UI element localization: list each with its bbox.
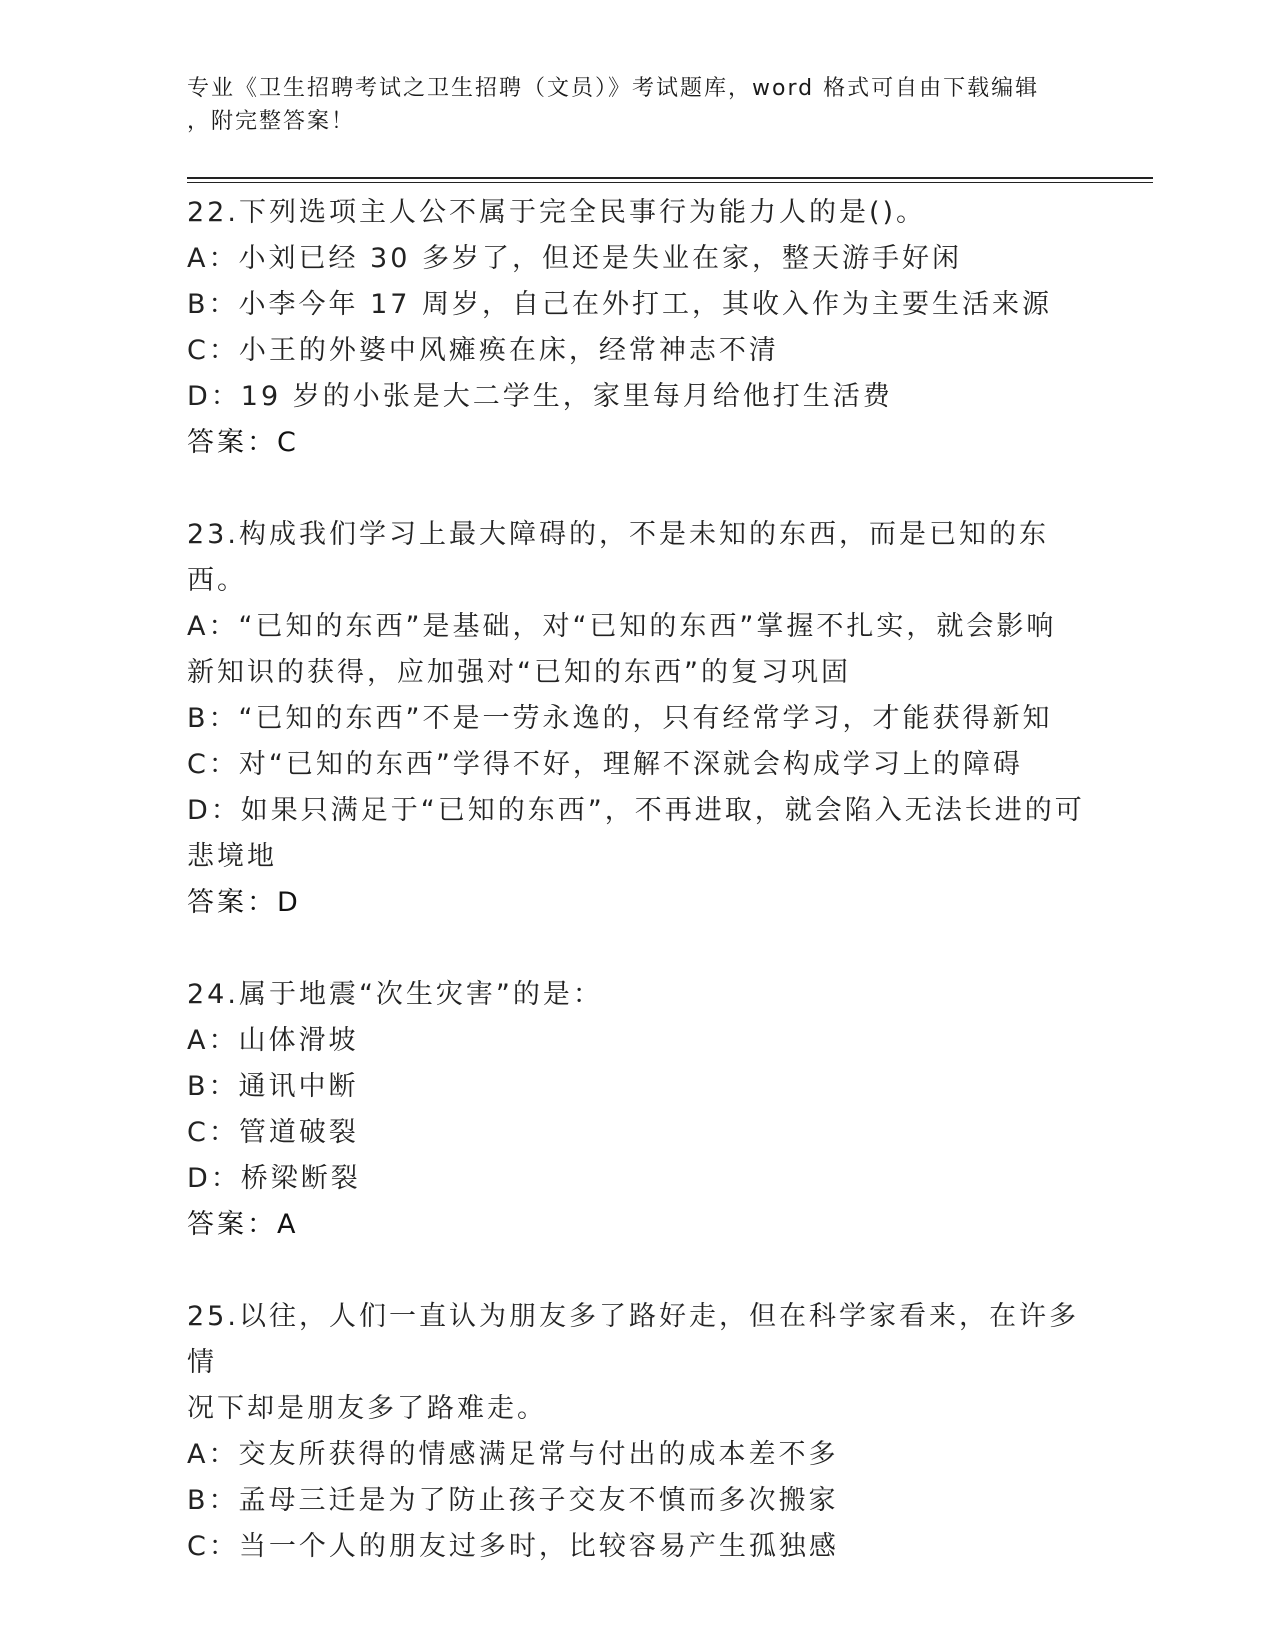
option-d-continued: 悲境地	[187, 841, 277, 872]
option-b: B：“已知的东西”不是一劳永逸的，只有经常学习，才能获得新知	[187, 703, 1053, 734]
question-list	[187, 190, 1087, 1616]
question-stem: 25.以往，人们一直认为朋友多了路好走，但在科学家看来，在许多情	[187, 1301, 1079, 1378]
option-a: A：交友所获得的情感满足常与付出的成本差不多	[187, 1439, 839, 1470]
option-a: A：小刘已经 30 多岁了，但还是失业在家，整天游手好闲	[187, 243, 962, 274]
question-22	[187, 190, 1087, 466]
answer: 答案：C	[187, 427, 299, 458]
header-divider	[187, 177, 1153, 179]
question-23	[187, 512, 1087, 926]
question-24	[187, 972, 1087, 1248]
option-c: C：小王的外婆中风瘫痪在床，经常神志不清	[187, 335, 779, 366]
option-d: D：桥梁断裂	[187, 1163, 361, 1194]
question-stem: 22.下列选项主人公不属于完全民事行为能力人的是()。	[187, 197, 927, 228]
question-stem: 24.属于地震“次生灾害”的是：	[187, 979, 603, 1010]
header-divider-thin	[187, 182, 1153, 183]
option-b: B：孟母三迁是为了防止孩子交友不慎而多次搬家	[187, 1485, 839, 1516]
question-stem: 23.构成我们学习上最大障碍的，不是未知的东西，而是已知的东西。	[187, 519, 1049, 596]
option-d: D：19 岁的小张是大二学生，家里每月给他打生活费	[187, 381, 893, 412]
option-b: B：通讯中断	[187, 1071, 359, 1102]
answer: 答案：D	[187, 887, 301, 918]
option-a: A：山体滑坡	[187, 1025, 359, 1056]
option-d: D：如果只满足于“已知的东西”，不再进取，就会陷入无法长进的可	[187, 795, 1085, 826]
header-line-1: 专业《卫生招聘考试之卫生招聘（文员）》考试题库，word 格式可自由下载编辑	[187, 76, 1040, 101]
option-c: C：当一个人的朋友过多时，比较容易产生孤独感	[187, 1531, 839, 1562]
option-c: C：管道破裂	[187, 1117, 359, 1148]
option-a-continued: 新知识的获得，应加强对“已知的东西”的复习巩固	[187, 657, 851, 688]
option-a: A：“已知的东西”是基础，对“已知的东西”掌握不扎实，就会影响	[187, 611, 1057, 642]
question-stem-continued: 况下却是朋友多了路难走。	[187, 1393, 547, 1424]
option-b: B：小李今年 17 周岁，自己在外打工，其收入作为主要生活来源	[187, 289, 1053, 320]
document-header	[187, 72, 1087, 138]
option-c: C：对“已知的东西”学得不好，理解不深就会构成学习上的障碍	[187, 749, 1023, 780]
question-25	[187, 1294, 1087, 1570]
answer: 答案：A	[187, 1209, 299, 1240]
header-line-2: ，附完整答案！	[187, 109, 356, 134]
